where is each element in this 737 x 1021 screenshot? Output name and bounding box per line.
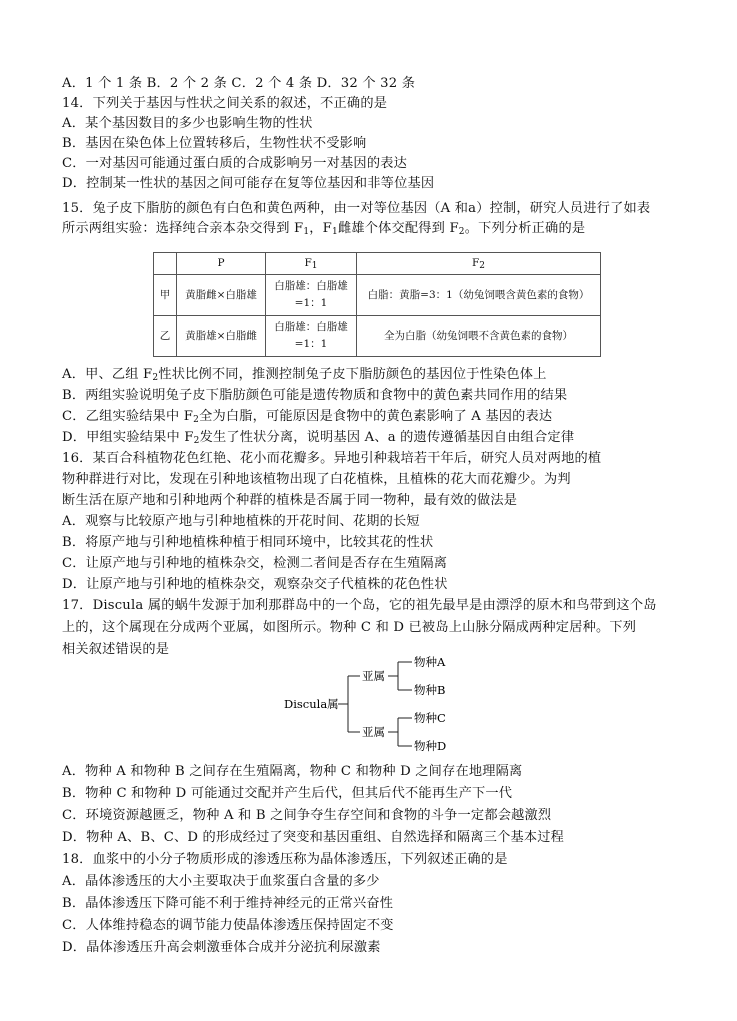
q15-option-b: B．两组实验说明兔子皮下脂肪颜色可能是遗传物质和食物中的黄色素共同作用的结果 [62,388,568,403]
q18-option-c: C．人体维持稳态的调节能力使晶体渗透压保持固定不变 [62,918,394,933]
q16-stem-line1: 16．某百合科植物花色红艳、花小而花瓣多。异地引种栽培若干年后，研究人员对两地的植 [62,451,602,466]
experiment-table [153,252,601,357]
diagram-species-label: 物种C [414,711,446,725]
q17-option-d: D．物种 A、B、C、D 的形成经过了突变和基因重组、自然选择和隔离三个基本过程 [62,830,565,845]
q14-option-d: D．控制某一性状的基因之间可能存在复等位基因和非等位基因 [62,176,435,191]
q15-option-a: A．甲、乙组 $F_2$性状比例不同，推测控制兔子皮下脂肪颜色的基因位于性染色体上 [62,367,547,383]
q18-option-d: D．晶体渗透压升高会刺激垂体合成并分泌抗利尿激素 [62,940,381,955]
row-p: 黄脂雄×白脂雌 [177,316,266,357]
q14-option-a: A．某个基因数目的多少也影响生物的性状 [62,116,313,131]
q17-option-c: C．环境资源越匮乏，物种 A 和 B 之间争夺生存空间和食物的斗争一定都会越激烈 [62,808,552,823]
table-header-blank [154,253,177,275]
row-label: 乙 [154,316,177,357]
q18-option-a: A．晶体渗透压的大小主要取决于血浆蛋白含量的多少 [62,874,380,889]
diagram-root-label: Discula属 [284,697,339,711]
q14-option-b: B．基因在染色体上位置转移后，生物性状不受影响 [62,136,367,151]
table-row [154,275,601,316]
q17-option-a: A．物种 A 和物种 B 之间存在生殖隔离，物种 C 和物种 D 之间存在地理隔离 [62,764,523,779]
row-f1: 白脂雄：白脂雄 =1：1 [266,275,357,316]
table-header-f1: $F_1$ [266,253,357,275]
row-f2: 全为白脂（幼兔饲喂不含黄色素的食物） [357,316,601,357]
row-f1: 白脂雄：白脂雄 =1：1 [266,316,357,357]
q17-stem-line3: 相关叙述错误的是 [62,642,170,657]
row-f2: 白脂：黄脂=3：1（幼兔饲喂含黄色素的食物） [357,275,601,316]
q16-option-b: B．将原产地与引种地植株种植于相同环境中，比较其花的性状 [62,535,434,550]
diagram-species-label: 物种A [414,655,446,669]
q15-stem-line2: 所示两组实验：选择纯合亲本杂交得到 $F_1$，$F_1$雌雄个体交配得到 $F_2$。下列分析正确的是 [62,221,586,237]
diagram-species-label: 物种B [414,683,446,697]
q17-stem-line1: 17．Discula 属的蜗牛发源于加利那群岛中的一个岛，它的祖先最早是由漂浮的原木和鸟带到这个岛 [62,598,657,613]
q16-option-c: C．让原产地与引种地的植株杂交，检测二者间是否存在生殖隔离 [62,556,448,571]
table-header-p: P [177,253,266,275]
q18-stem: 18．血浆中的小分子物质形成的渗透压称为晶体渗透压，下列叙述正确的是 [62,852,508,867]
q17-stem-line2: 上的，这个属现在分成两个亚属，如图所示。物种 C 和 D 已被岛上山脉分隔成两种定居种。下列 [62,620,637,635]
diagram-subgenus-label: 亚属 [362,725,385,739]
q16-option-a: A．观察与比较原产地与引种地植株的开花时间、花期的长短 [62,514,420,529]
q17-option-b: B．物种 C 和物种 D 可能通过交配并产生后代，但其后代不能再生产下一代 [62,786,513,801]
q15-stem-line1: 15．兔子皮下脂肪的颜色有白色和黄色两种，由一对等位基因（A 和a）控制，研究人员进行了如表 [62,201,651,216]
q14-option-c: C．一对基因可能通过蛋白质的合成影响另一对基因的表达 [62,156,407,171]
row-p: 黄脂雌×白脂雄 [177,275,266,316]
q15-option-d: D．甲组实验结果中 $F_2$发生了性状分离，说明基因 A、a 的遗传遵循基因自由组合定律 [62,430,575,446]
q16-option-d: D．让原产地与引种地的植株杂交，观察杂交子代植株的花色性状 [62,577,448,592]
table-row [154,316,601,357]
q13-options: A．1 个 1 条 B．2 个 2 条 C．2 个 4 条 D．32 个 32 条 [62,76,416,91]
q18-option-b: B．晶体渗透压下降可能不利于维持神经元的正常兴奋性 [62,896,394,911]
q14-stem: 14．下列关于基因与性状之间关系的叙述，不正确的是 [62,96,388,111]
q16-stem-line3: 断生活在原产地和引种地两个种群的植株是否属于同一物种，最有效的做法是 [62,493,518,508]
q15-option-c: C．乙组实验结果中 $F_2$全为白脂，可能原因是食物中的黄色素影响了 A 基因的表达 [62,409,553,425]
q16-stem-line2: 物种群进行对比，发现在引种地该植物出现了白花植株，且植株的花大而花瓣少。为判 [62,472,571,487]
table-header-f2: $F_2$ [357,253,601,275]
diagram-subgenus-label: 亚属 [362,669,385,683]
discula-tree-diagram [280,652,480,756]
diagram-species-label: 物种D [414,739,447,753]
row-label: 甲 [154,275,177,316]
